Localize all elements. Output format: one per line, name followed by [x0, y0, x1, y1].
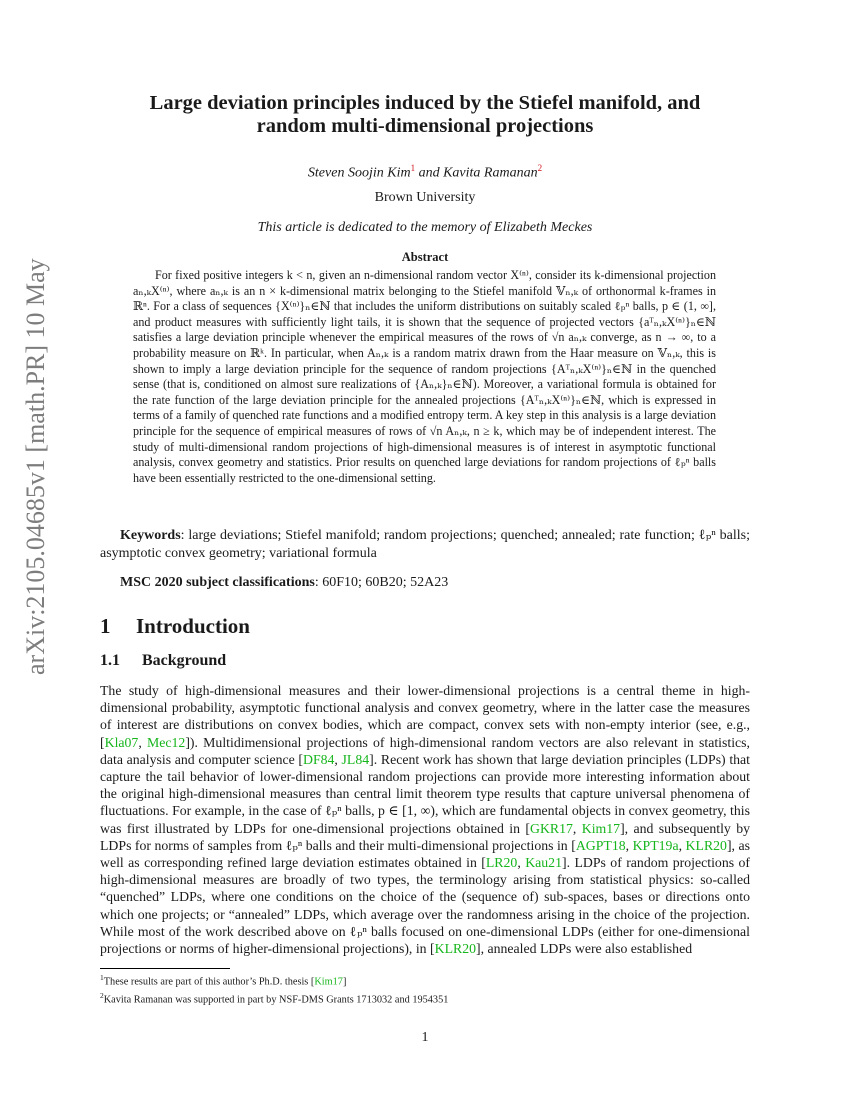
affiliation: Brown University: [374, 190, 476, 205]
body-text: ,: [138, 734, 147, 750]
section-number: 1: [100, 614, 111, 638]
citation-link[interactable]: GKR17: [529, 820, 573, 836]
keywords: [100, 527, 750, 563]
footnote-link[interactable]: 1: [410, 163, 416, 173]
body-text: The study of high-dimensional measures and their lower-dimensional projections is a central theme in high-dimensional probability, asymptotic functional analysis and convex geometry, where in the latter case the measures of interest are distributions on convex bodies, which are compact, convex sets with non-empty interior (see, e.g., [: [100, 683, 750, 750]
footnote-mark: 1: [100, 973, 104, 982]
abstract-text: For fixed positive integers k < n, given an n-dimensional random vector X⁽ⁿ⁾, consider its k-dimensional projection aₙ,ₖX⁽ⁿ⁾, where aₙ,ₖ is an n × k-dimensional matrix belonging to the Stiefel manifold 𝕍ₙ,ₖ of orthonormal k-frames in ℝⁿ. For a class of sequences {X⁽ⁿ⁾}ₙ∈ℕ that includes the uniform distributions on suitably scaled ℓₚⁿ balls, p ∈ (1, ∞], and product measures with sufficiently light tails, it is shown that the sequence of projected vectors {aᵀₙ,ₖX⁽ⁿ⁾}ₙ∈ℕ satisfies a large deviation principle whenever the empirical measures of the rows of √n aₙ,ₖ converge, as n → ∞, to a probability measure on ℝᵏ. In particular, when Aₙ,ₖ is a random matrix drawn from the Haar measure on 𝕍ₙ,ₖ, this is shown to imply a large deviation principle for the sequence of random projections {Aᵀₙ,ₖX⁽ⁿ⁾}ₙ∈ℕ in the quenched sense (that is, conditioned on almost sure realizations of {Aₙ,ₖ}ₙ∈ℕ). Moreover, a variational formula is obtained for the rate function of the large deviation principle for the annealed projections {Aᵀₙ,ₖX⁽ⁿ⁾}ₙ∈ℕ, which is expressed in terms of a family of quenched rate functions and a modified entropy term. A key step in this analysis is a large deviation principle for the sequence of empirical measures of rows of √n Aₙ,ₖ, n ≥ k, which may be of independent interest. The study of multi-dimensional random projections of high-dimensional measures is of interest in asymptotic functional analysis, convex geometry and statistics. Prior results on quenched large deviations for random projections of ℓₚⁿ balls have been essentially restricted to the one-dimensional setting.: [133, 268, 716, 485]
title-line-1: Large deviation principles induced by the Stiefel manifold, and: [149, 92, 701, 114]
footnote-mark: 2: [100, 990, 104, 1000]
author-conjunction: and: [418, 165, 440, 181]
page-number: 1: [421, 1030, 429, 1045]
body-text: ,: [678, 837, 686, 853]
citation-link[interactable]: Kim17: [581, 820, 621, 836]
body-text: ,: [625, 837, 633, 853]
footnotes: [100, 971, 750, 1007]
footnote-text: ]: [342, 976, 347, 988]
citation-link[interactable]: Mec12: [147, 734, 186, 750]
citation-link[interactable]: JL84: [341, 751, 370, 767]
keywords-label: Keywords: [120, 528, 181, 543]
body-text: ]. LDPs of random projections of high-dimensional measures are broadly of two types, the terminology arising from statistical physics: so-called “quenched” LDPs, where one conditions on the choice of the (sequence of) sub-spaces, bases or directions onto which one projects; or “annealed” LDPs, which average over the randomness arising in the choice of the projection. While most of the work described above on ℓₚⁿ balls focused on one-dimensional LDPs (either for one-dimensional projections or norms of higher-dimensional projections), in [: [100, 855, 750, 957]
title-line-2: random multi-dimensional projections: [256, 115, 594, 137]
subsection-number: 1.1: [100, 652, 120, 669]
body-paragraph: [100, 682, 750, 957]
footnote-link[interactable]: 2: [537, 163, 543, 173]
citation-link[interactable]: Kau21: [525, 855, 562, 871]
author-name: Kavita Ramanan: [443, 165, 538, 181]
footnote-2: [100, 989, 750, 1007]
footnote-rule: [100, 968, 230, 969]
arxiv-identifier: arXiv:2105.04685v1 [math.PR] 10 May 2021: [21, 255, 50, 675]
body-text: ], and subsequently by LDPs for norms of samples from ℓₚⁿ balls and their multi-dimensional projections in [: [100, 820, 750, 853]
msc-classifications: [120, 575, 750, 591]
body-text: ], as well as corresponding refined large deviation estimates obtained in [: [100, 837, 750, 871]
section-title: Introduction: [136, 614, 250, 638]
citation-link[interactable]: KPT19a: [632, 837, 679, 853]
msc-codes: : 60F10; 60B20; 52A23: [314, 575, 449, 590]
citation-link[interactable]: LR20: [485, 855, 518, 871]
msc-label: MSC 2020 subject classifications: [120, 575, 315, 590]
footnote-text: Kavita Ramanan was supported in part by NSF-DMS Grants 1713032 and 1954351: [103, 994, 449, 1006]
citation-link[interactable]: KLR20: [685, 837, 727, 853]
arxiv-side-stamp: [6, 255, 56, 675]
body-text: ], annealed LDPs were also established: [476, 941, 693, 957]
keywords-list: : large deviations; Stiefel manifold; random projections; quenched; annealed; rate function; ℓₚⁿ balls; asymptotic convex geometry; variational formula: [100, 528, 750, 561]
paper-title: [100, 92, 750, 138]
body-text: ,: [334, 751, 342, 767]
author-name: Steven Soojin Kim: [307, 165, 411, 181]
citation-link[interactable]: Kla07: [104, 734, 139, 750]
subsection-heading: [100, 652, 226, 670]
footnote-1: [100, 971, 750, 989]
author-list: [100, 163, 750, 182]
body-text: ,: [572, 820, 582, 836]
abstract-heading: Abstract: [401, 250, 449, 264]
dedication: This article is dedicated to the memory of Elizabeth Meckes: [257, 220, 593, 235]
body-text: ,: [517, 855, 526, 871]
citation-link[interactable]: AGPT18: [575, 837, 626, 853]
citation-link[interactable]: DF84: [302, 751, 335, 767]
section-heading: [100, 614, 250, 639]
footnote-text: These results are part of this author’s Ph.D. thesis [: [103, 976, 315, 988]
citation-link[interactable]: Kim17: [314, 976, 343, 988]
body-text: ]. Recent work has shown that large deviation principles (LDPs) that capture the tail behavior of lower-dimensional random projections can provide more interesting information about the original high-dimensional measures than central limit theorem type results that capture universal phenomena of fluctuations. For example, in the case of ℓₚⁿ balls, p ∈ [1, ∞), which are fundamental objects in convex geometry, this was first illustrated by LDPs for one-dimensional projections obtained in [: [100, 751, 751, 836]
subsection-title: Background: [142, 652, 227, 669]
body-text: ]). Multidimensional projections of high-dimensional random vectors are also relevant in statistics, data analysis and computer science [: [100, 734, 750, 767]
citation-link[interactable]: KLR20: [434, 941, 477, 957]
